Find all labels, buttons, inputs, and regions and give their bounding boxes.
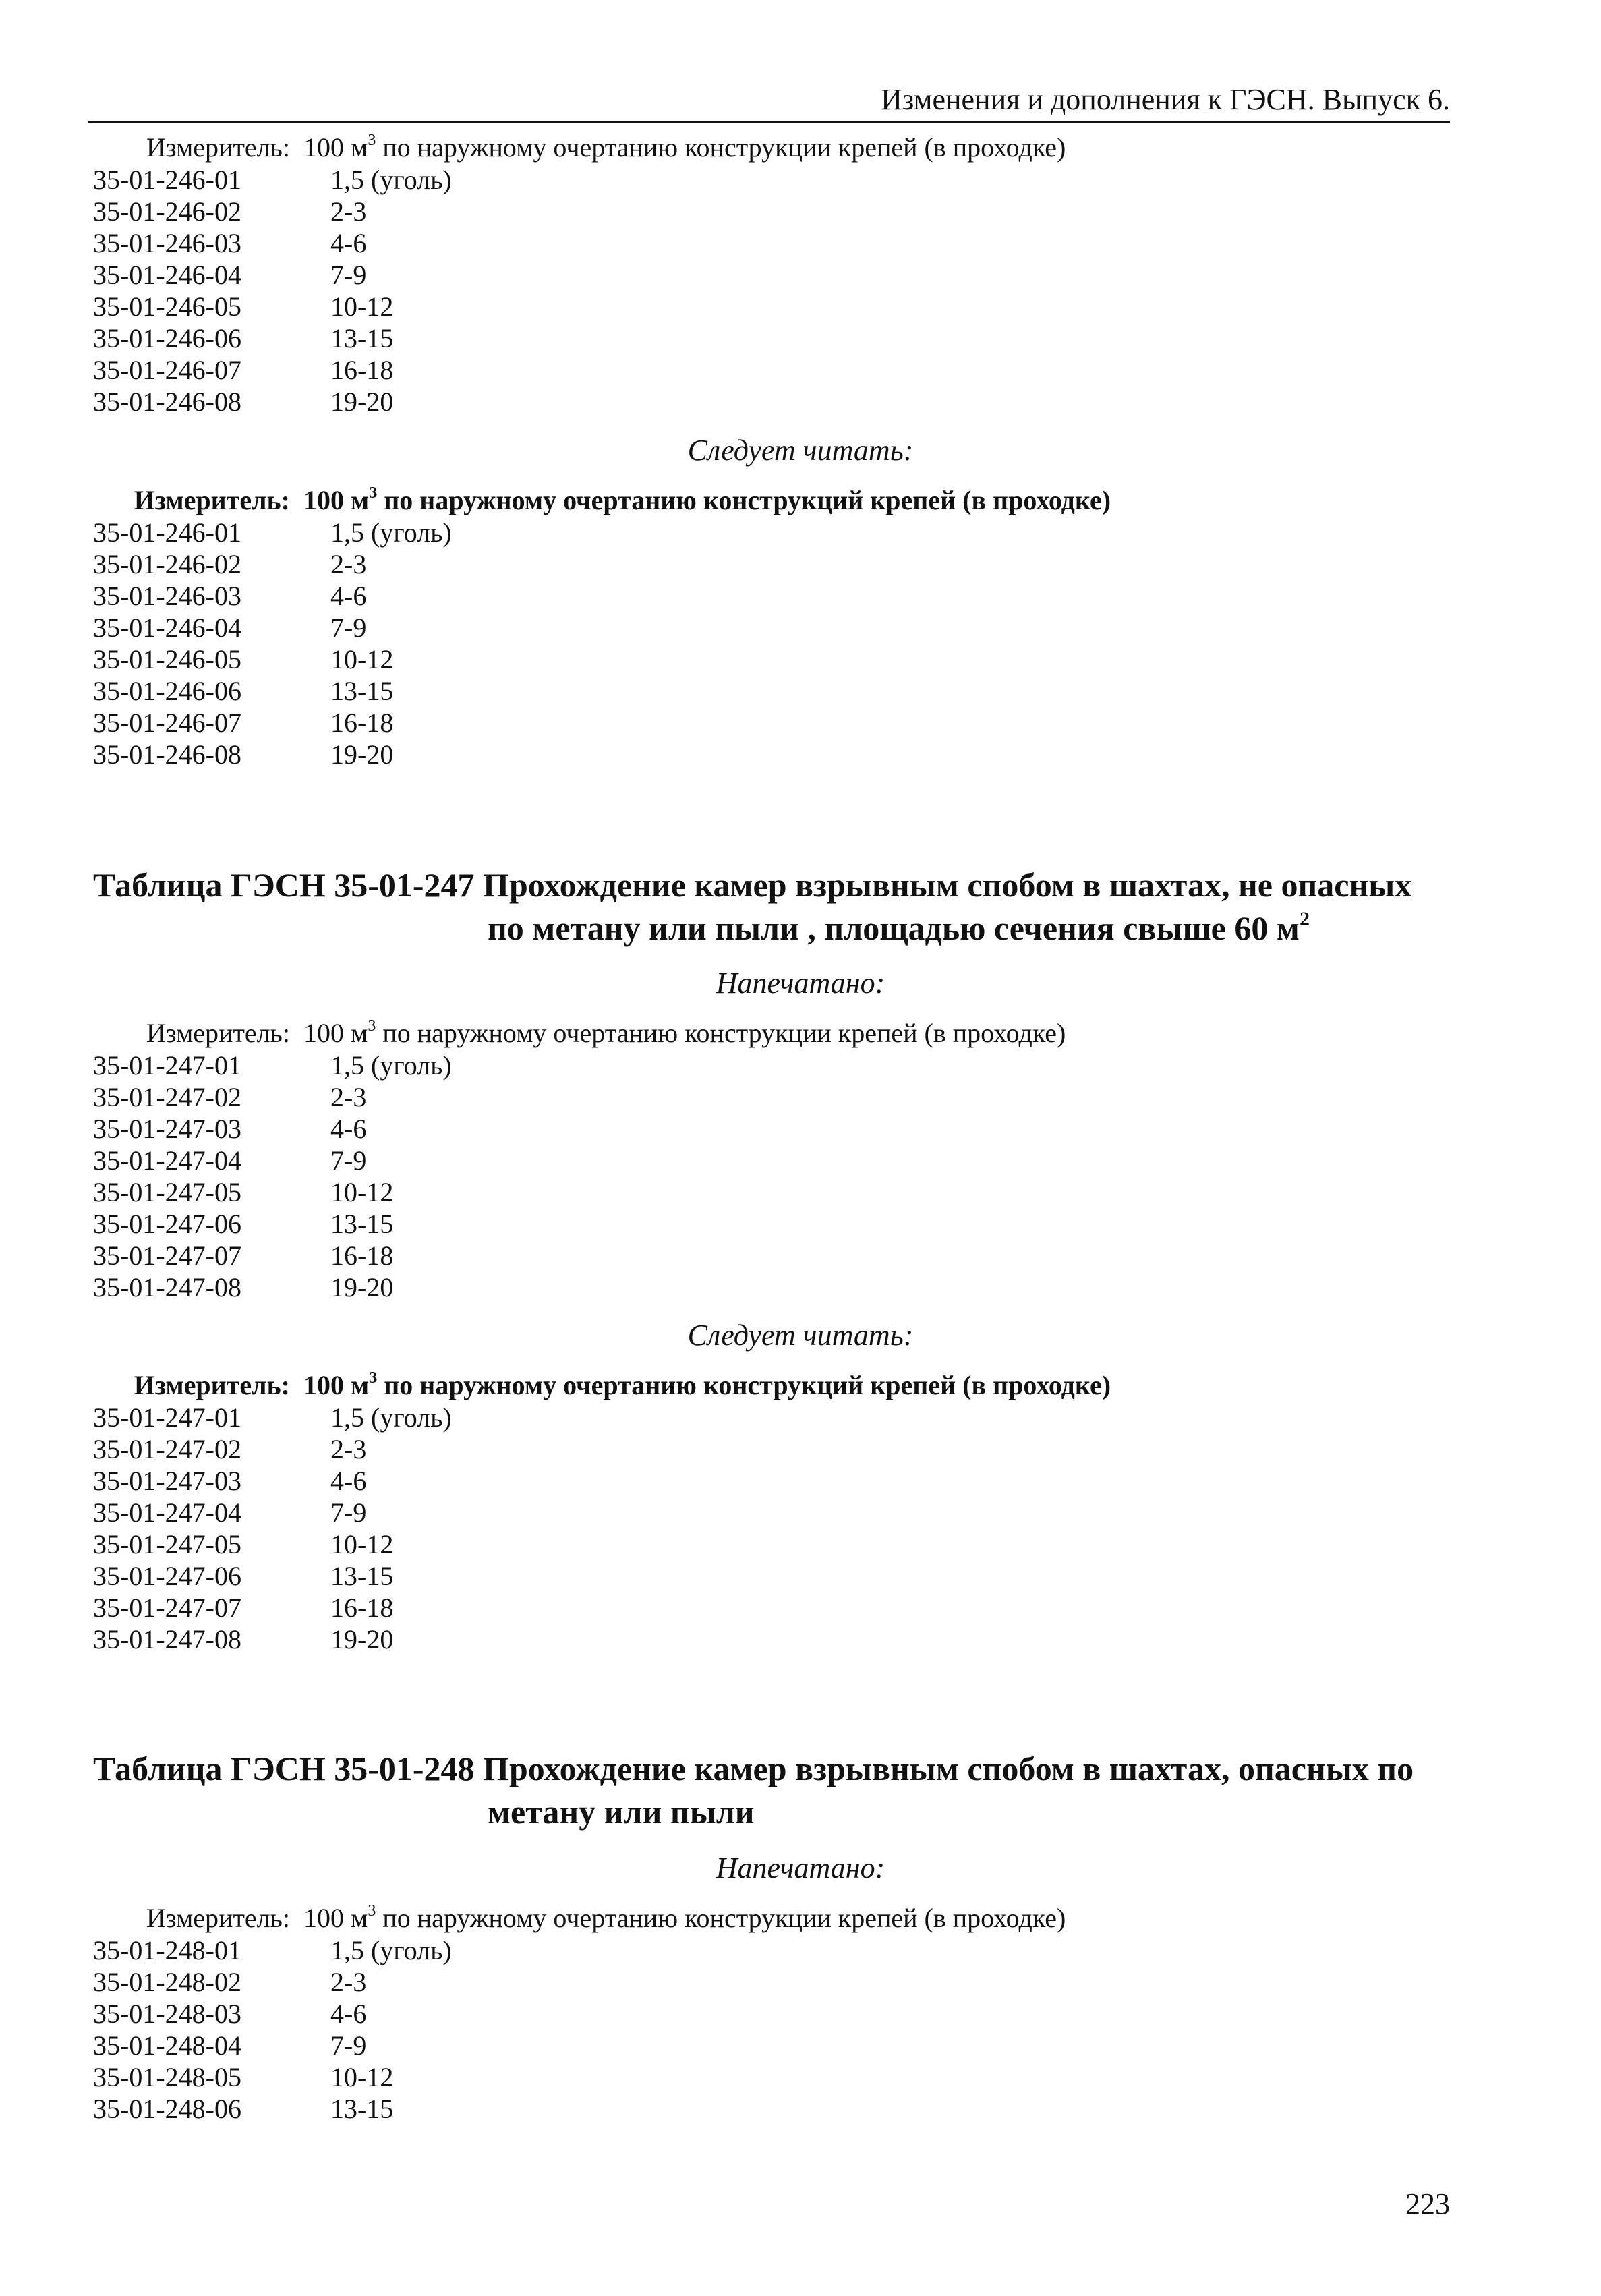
norm-code: 35-01-248-03 [93,1999,241,2029]
table-row [93,1145,1066,1176]
table-row [93,1465,1111,1497]
norm-value: 13-15 [330,676,394,706]
running-header: Изменения и дополнения к ГЭСН. Выпуск 6. [881,83,1450,116]
subhead-248-printed: Напечатано: [716,1852,885,1885]
norm-value: 7-9 [330,260,367,290]
norm-code: 35-01-246-03 [93,581,241,611]
table-row [93,1240,1066,1271]
table-row [93,1433,1111,1465]
norm-value: 19-20 [330,386,394,417]
norm-code: 35-01-247-07 [93,1592,241,1623]
norm-value: 10-12 [330,644,394,675]
norm-value: 16-18 [330,1240,394,1271]
unit-label: Измеритель: [134,1370,290,1400]
table-row [93,259,1066,291]
table-row [93,2061,1066,2093]
table-row [93,675,1111,707]
norm-code: 35-01-246-02 [93,549,241,579]
norm-value: 4-6 [330,1466,367,1496]
table-row [93,1271,1066,1303]
table-row [93,612,1111,643]
norm-value: 4-6 [330,581,367,611]
table-title-248 [93,1747,1449,1833]
table-row [93,1113,1066,1145]
unit-label: Измеритель: [146,132,290,163]
norm-code: 35-01-248-06 [93,2094,241,2124]
header-rule [88,121,1450,123]
norm-code: 35-01-247-06 [93,1561,241,1591]
norm-value: 1,5 (уголь) [330,1935,452,1965]
block-246-read [93,484,1111,770]
table-row [93,2093,1066,2125]
unit-label: Измеритель: [146,1018,290,1048]
norm-value: 2-3 [330,1434,367,1464]
table-row [93,164,1066,196]
norm-code: 35-01-247-01 [93,1050,241,1081]
block-248-printed [93,1902,1066,2125]
norm-value: 13-15 [330,323,394,353]
table-row [93,1998,1066,2030]
unit-row [93,132,1066,164]
norm-code: 35-01-246-08 [93,386,241,417]
subhead-246-read: Следует читать: [687,434,914,467]
table-row [93,643,1111,675]
norm-value: 4-6 [330,1999,367,2029]
norm-code: 35-01-247-04 [93,1497,241,1528]
table-row [93,1560,1111,1592]
table-row [93,1528,1111,1560]
unit-label: Измеритель: [134,485,290,515]
block-247-printed [93,1017,1066,1303]
norm-code: 35-01-246-02 [93,196,241,227]
norm-value: 1,5 (уголь) [330,1402,452,1433]
norm-code: 35-01-247-08 [93,1624,241,1655]
subhead-247-read: Следует читать: [687,1319,914,1352]
subhead-247-printed: Напечатано: [716,967,885,1000]
norm-value: 16-18 [330,708,394,738]
norm-value: 16-18 [330,355,394,385]
norm-code: 35-01-246-05 [93,644,241,675]
norm-code: 35-01-247-05 [93,1177,241,1207]
table-row [93,1592,1111,1624]
table-row [93,548,1111,580]
norm-code: 35-01-246-04 [93,260,241,290]
norm-code: 35-01-246-03 [93,228,241,258]
norm-code: 35-01-247-02 [93,1434,241,1464]
table-row [93,517,1111,548]
table-row [93,1402,1111,1433]
norm-code: 35-01-247-06 [93,1209,241,1239]
norm-value: 1,5 (уголь) [330,517,452,548]
norm-value: 2-3 [330,196,367,227]
norm-value: 7-9 [330,1497,367,1528]
norm-value: 7-9 [330,1145,367,1176]
code-list [93,1934,1066,2125]
norm-code: 35-01-246-06 [93,323,241,353]
norm-value: 7-9 [330,612,367,643]
block-247-read [93,1369,1111,1655]
table-row [93,707,1111,739]
norm-code: 35-01-248-05 [93,2062,241,2092]
unit-value: 100 $м^3$ по наружному очертанию конструкций крепей (в проходке) [303,1369,1111,1400]
norm-code: 35-01-247-03 [93,1114,241,1144]
table-title-line2: по метану или пыли , площадью сечения свыше 60 $м^2$ [488,908,1310,947]
norm-code: 35-01-247-03 [93,1466,241,1496]
table-row [93,1934,1066,1966]
norm-code: 35-01-246-05 [93,291,241,322]
table-row [93,580,1111,612]
table-row [93,227,1066,259]
unit-value: 100 $м^3$ по наружному очертанию конструкции крепей (в проходке) [303,1017,1066,1048]
unit-row [93,1017,1066,1050]
norm-value: 13-15 [330,1561,394,1591]
norm-value: 10-12 [330,2062,394,2092]
norm-code: 35-01-247-01 [93,1402,241,1433]
norm-value: 16-18 [330,1592,394,1623]
norm-code: 35-01-246-01 [93,165,241,195]
unit-value: 100 $м^3$ по наружному очертанию конструкции крепей (в проходке) [303,1902,1066,1933]
table-row [93,2030,1066,2061]
table-row [93,291,1066,322]
table-row [93,354,1066,386]
norm-code: 35-01-247-08 [93,1272,241,1302]
norm-code: 35-01-247-04 [93,1145,241,1176]
norm-value: 7-9 [330,2030,367,2061]
table-title-247 [93,863,1449,950]
norm-value: 4-6 [330,228,367,258]
unit-value: 100 $м^3$ по наружному очертанию конструкции крепей (в проходке) [303,132,1066,163]
norm-value: 13-15 [330,2094,394,2124]
norm-code: 35-01-246-04 [93,612,241,643]
norm-value: 2-3 [330,1967,367,1997]
norm-value: 19-20 [330,739,394,770]
norm-code: 35-01-246-07 [93,708,241,738]
norm-value: 2-3 [330,1082,367,1112]
norm-value: 10-12 [330,1177,394,1207]
norm-code: 35-01-246-01 [93,517,241,548]
table-row [93,739,1111,770]
code-list [93,164,1066,418]
page-number: 223 [1405,2187,1450,2220]
table-row [93,1497,1111,1528]
norm-value: 10-12 [330,291,394,322]
norm-code: 35-01-248-04 [93,2030,241,2061]
unit-row [93,1369,1111,1402]
norm-code: 35-01-247-02 [93,1082,241,1112]
table-row [93,196,1066,227]
code-list [93,1402,1111,1655]
norm-code: 35-01-246-06 [93,676,241,706]
norm-value: 13-15 [330,1209,394,1239]
norm-value: 19-20 [330,1624,394,1655]
table-title-line1: Таблица ГЭСН 35-01-247 Прохождение камер взрывным спобом в шахтах, не опасных [93,866,1412,904]
norm-code: 35-01-248-01 [93,1935,241,1965]
unit-row [93,1902,1066,1934]
unit-row [93,484,1111,517]
code-list [93,517,1111,770]
norm-code: 35-01-248-02 [93,1967,241,1997]
unit-value: 100 $м^3$ по наружному очертанию конструкций крепей (в проходке) [303,484,1111,515]
table-row [93,386,1066,418]
table-row [93,1624,1111,1655]
table-row [93,1966,1066,1998]
block-246-printed [93,132,1066,418]
norm-value: 19-20 [330,1272,394,1302]
norm-value: 2-3 [330,549,367,579]
unit-label: Измеритель: [146,1903,290,1933]
table-row [93,1208,1066,1240]
code-list [93,1050,1066,1303]
norm-value: 10-12 [330,1529,394,1559]
table-row [93,1176,1066,1208]
table-title-line2: метану или пыли [488,1793,755,1831]
table-row [93,1081,1066,1113]
norm-code: 35-01-246-07 [93,355,241,385]
norm-code: 35-01-247-05 [93,1529,241,1559]
table-row [93,322,1066,354]
table-row [93,1050,1066,1081]
norm-value: 1,5 (уголь) [330,1050,452,1081]
norm-value: 4-6 [330,1114,367,1144]
table-title-line1: Таблица ГЭСН 35-01-248 Прохождение камер взрывным спобом в шахтах, опасных по [93,1750,1414,1787]
norm-code: 35-01-246-08 [93,739,241,770]
norm-code: 35-01-247-07 [93,1240,241,1271]
norm-value: 1,5 (уголь) [330,165,452,195]
